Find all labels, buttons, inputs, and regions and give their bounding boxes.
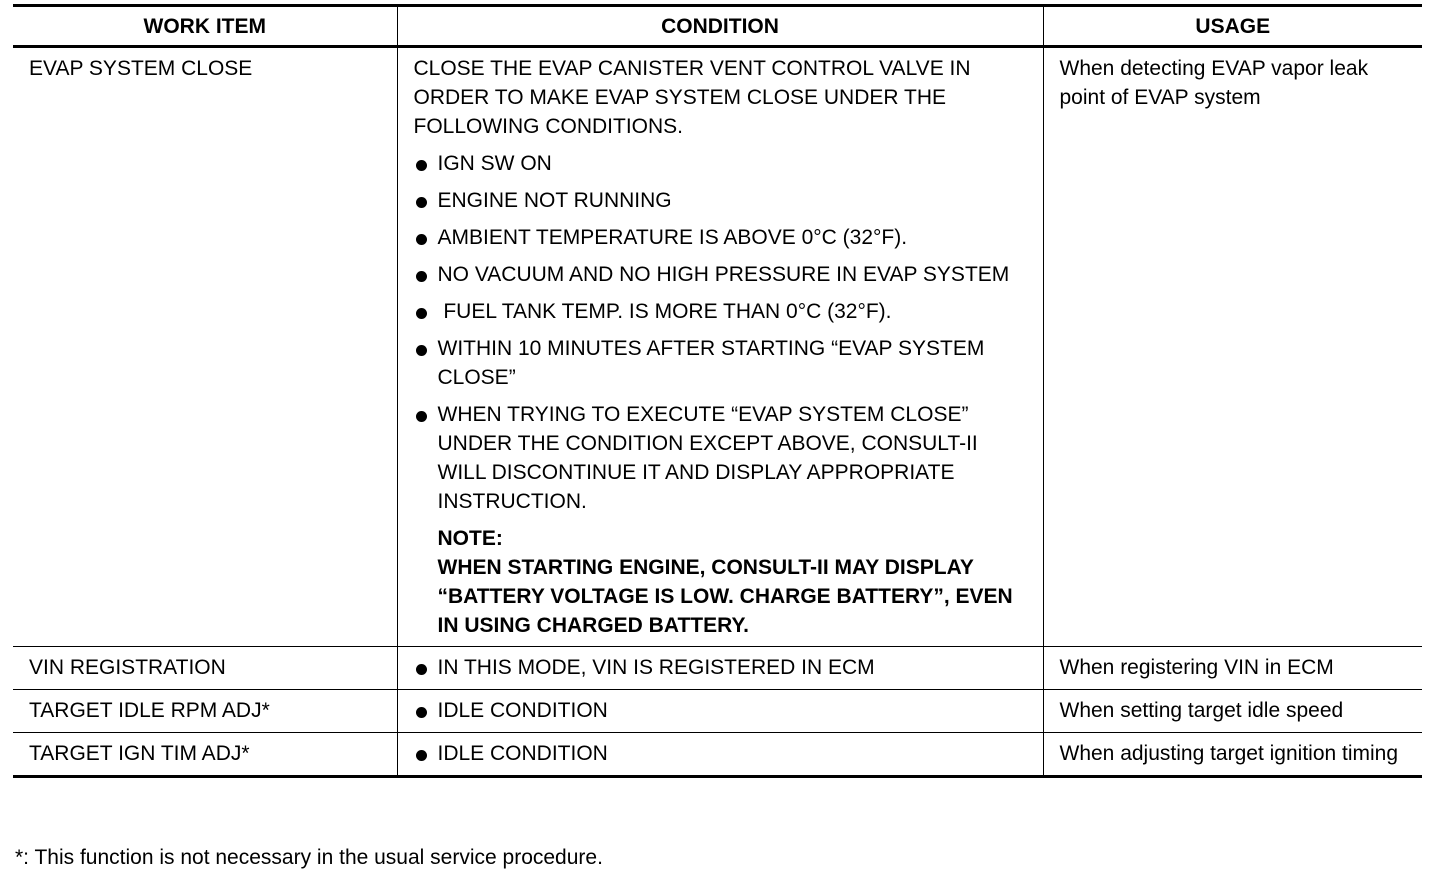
condition-bullet: [414, 653, 1029, 682]
note-label: NOTE:: [437, 527, 503, 550]
bullet-icon: [414, 400, 438, 516]
condition-bullet: [414, 223, 1029, 252]
condition-bullet: [414, 400, 1029, 516]
work-item-cell: EVAP SYSTEM CLOSE: [13, 47, 397, 647]
table-row: [13, 647, 1422, 690]
condition-intro: CLOSE THE EVAP CANISTER VENT CONTROL VALVE IN ORDER TO MAKE EVAP SYSTEM CLOSE UNDER THE FOLLOWING CONDITIONS.: [413, 57, 971, 138]
header-row: [13, 6, 1422, 47]
bullet-text: IN THIS MODE, VIN IS REGISTERED IN ECM: [437, 656, 875, 679]
condition-bullet: [414, 334, 1029, 392]
header-usage: USAGE: [1043, 6, 1422, 47]
bullet-text: IDLE CONDITION: [437, 699, 608, 722]
work-item-cell: VIN REGISTRATION: [13, 647, 397, 690]
bullet-icon: [414, 334, 438, 392]
bullet-text: AMBIENT TEMPERATURE IS ABOVE 0°C (32°F).: [437, 226, 908, 249]
footnote: *: This function is not necessary in the usual service procedure.: [15, 846, 603, 869]
work-support-table-container: [13, 4, 1422, 778]
note-text: WHEN STARTING ENGINE, CONSULT-II MAY DISPLAY “BATTERY VOLTAGE IS LOW. CHARGE BATTERY”, EVEN IN USING CHARGED BATTERY.: [437, 556, 1013, 637]
usage-cell: When adjusting target ignition timing: [1043, 733, 1422, 777]
condition-bullet: [414, 260, 1029, 289]
condition-bullet: [414, 297, 1029, 326]
bullet-icon: [414, 696, 438, 725]
table-row: [13, 733, 1422, 777]
header-work-item: WORK ITEM: [13, 6, 397, 47]
condition-cell: [397, 733, 1043, 777]
bullet-icon: [414, 149, 438, 178]
condition-cell: [397, 647, 1043, 690]
condition-cell: [397, 690, 1043, 733]
bullet-icon: [414, 739, 438, 768]
usage-cell: When detecting EVAP vapor leak point of EVAP system: [1043, 47, 1422, 647]
work-support-table: [13, 4, 1422, 778]
bullet-icon: [414, 186, 438, 215]
condition-bullet: [414, 186, 1029, 215]
bullet-icon: [414, 223, 438, 252]
table-row: [13, 690, 1422, 733]
bullet-text: NO VACUUM AND NO HIGH PRESSURE IN EVAP SYSTEM: [437, 263, 1010, 286]
bullet-icon: [414, 653, 438, 682]
bullet-text: IDLE CONDITION: [437, 742, 608, 765]
bullet-text: ENGINE NOT RUNNING: [437, 189, 672, 212]
table-row: [13, 47, 1422, 647]
bullet-icon: [414, 297, 438, 326]
work-item-cell: TARGET IDLE RPM ADJ*: [13, 690, 397, 733]
work-item-cell: TARGET IGN TIM ADJ*: [13, 733, 397, 777]
condition-bullet: [414, 149, 1029, 178]
condition-bullet: [414, 696, 1029, 725]
usage-cell: When setting target idle speed: [1043, 690, 1422, 733]
bullet-text: WITHIN 10 MINUTES AFTER STARTING “EVAP SYSTEM CLOSE”: [437, 337, 985, 389]
header-condition: CONDITION: [397, 6, 1043, 47]
bullet-text: WHEN TRYING TO EXECUTE “EVAP SYSTEM CLOSE” UNDER THE CONDITION EXCEPT ABOVE, CONSULT-II WILL DISCONTINUE IT AND DISPLAY APPROPRIATE INSTRUCTION.: [437, 403, 978, 513]
bullet-text: IGN SW ON: [437, 152, 552, 175]
usage-cell: When registering VIN in ECM: [1043, 647, 1422, 690]
bullet-text: FUEL TANK TEMP. IS MORE THAN 0°C (32°F).: [437, 300, 892, 323]
bullet-icon: [414, 260, 438, 289]
condition-bullet: [414, 739, 1029, 768]
condition-cell: [397, 47, 1043, 647]
